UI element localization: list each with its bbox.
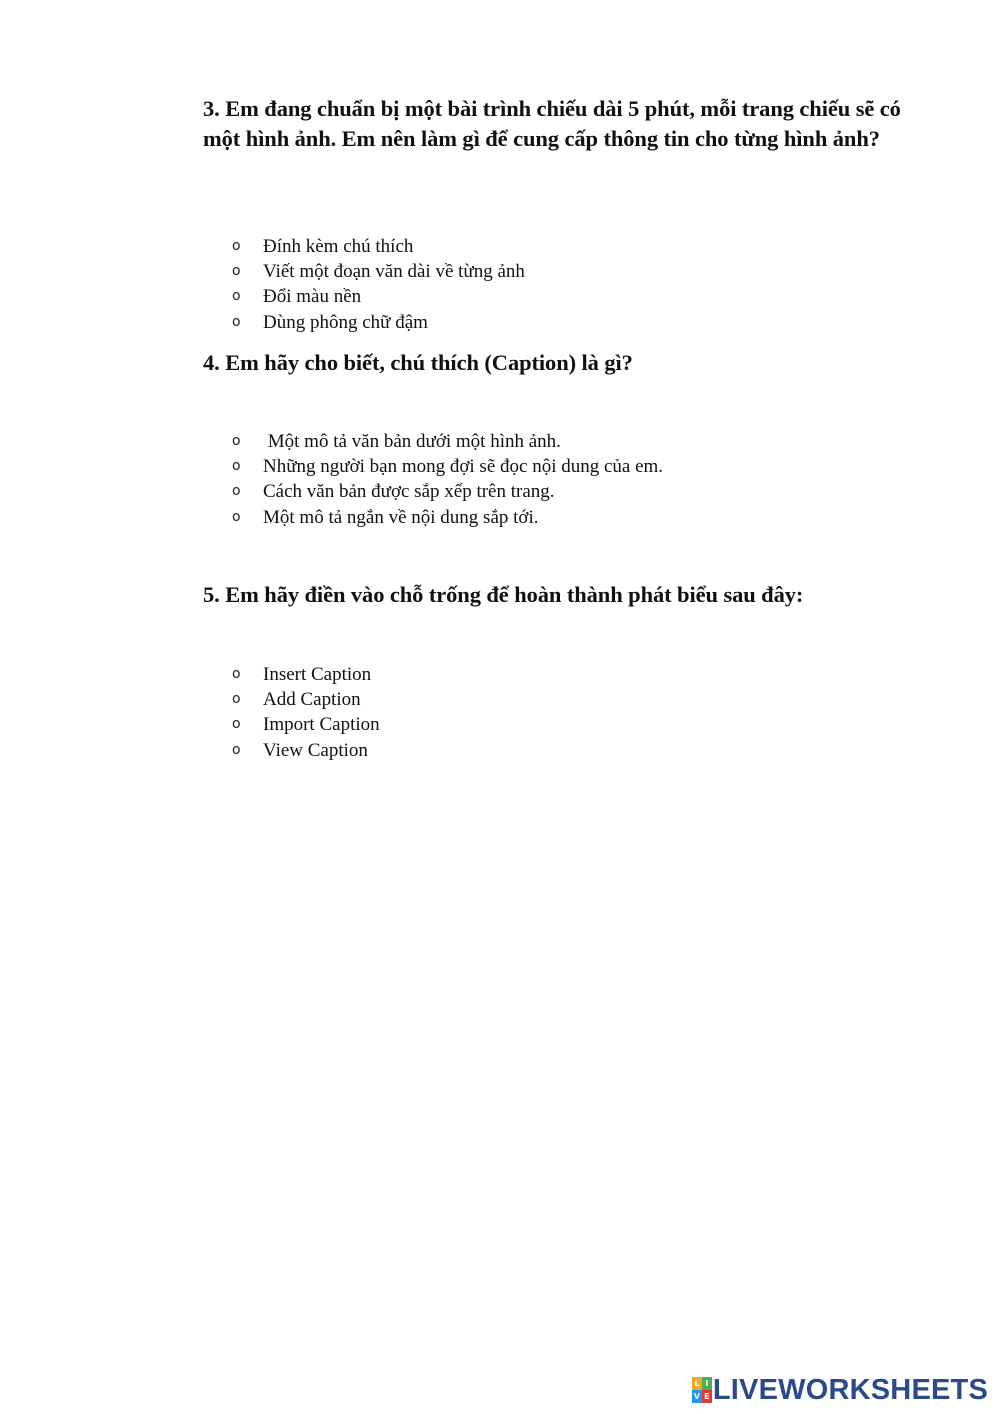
question-4-options bbox=[232, 429, 663, 530]
bullet-icon: o bbox=[232, 458, 241, 475]
option-label: Một mô tả ngắn về nội dung sắp tới. bbox=[263, 506, 539, 528]
bullet-icon: o bbox=[232, 716, 241, 733]
bullet-icon: o bbox=[232, 691, 241, 708]
option-item[interactable] bbox=[232, 712, 380, 737]
bullet-icon: o bbox=[232, 288, 241, 305]
option-item[interactable] bbox=[232, 310, 525, 335]
option-label: Viết một đoạn văn dài về từng ảnh bbox=[263, 261, 525, 283]
bullet-icon: o bbox=[232, 508, 241, 525]
question-3-options bbox=[232, 234, 525, 335]
logo-mark-cell: L bbox=[692, 1377, 702, 1390]
option-item[interactable] bbox=[232, 687, 380, 712]
option-label: Import Caption bbox=[263, 714, 380, 736]
liveworksheets-logo-icon bbox=[692, 1377, 712, 1403]
question-5-text: 5. Em hãy điền vào chỗ trống để hoàn thành phát biểu sau đây: bbox=[203, 582, 804, 607]
logo-mark-cell: V bbox=[693, 1392, 700, 1401]
option-label: Đổi màu nền bbox=[263, 286, 362, 308]
question-4-text: 4. Em hãy cho biết, chú thích (Caption) là gì? bbox=[203, 350, 633, 375]
bullet-icon: o bbox=[232, 433, 241, 449]
bullet-icon: o bbox=[232, 741, 241, 758]
logo-mark-cell: E bbox=[702, 1390, 712, 1403]
option-label: Một mô tả văn bản dưới một hình ảnh. bbox=[263, 431, 561, 452]
option-item[interactable] bbox=[232, 234, 525, 259]
option-item[interactable] bbox=[232, 284, 525, 309]
option-label: Add Caption bbox=[263, 689, 361, 711]
option-label: View Caption bbox=[263, 739, 368, 761]
option-label: Đính kèm chú thích bbox=[263, 236, 414, 257]
option-item[interactable] bbox=[232, 479, 663, 504]
logo-mark-cell: I bbox=[702, 1377, 712, 1390]
option-item[interactable] bbox=[232, 429, 663, 454]
bullet-icon: o bbox=[232, 313, 241, 330]
bullet-icon: o bbox=[232, 238, 241, 254]
option-item[interactable] bbox=[232, 454, 663, 479]
bullet-icon: o bbox=[232, 666, 241, 682]
option-label: Những người bạn mong đợi sẽ đọc nội dung của em. bbox=[263, 456, 664, 478]
option-label: Cách văn bản được sắp xếp trên trang. bbox=[263, 481, 555, 503]
option-item[interactable] bbox=[232, 738, 380, 763]
liveworksheets-logo bbox=[692, 1372, 988, 1408]
option-item[interactable] bbox=[232, 662, 380, 687]
bullet-icon: o bbox=[232, 483, 241, 500]
bullet-icon: o bbox=[232, 263, 241, 280]
option-item[interactable] bbox=[232, 505, 663, 530]
question-3-text: 3. Em đang chuẩn bị một bài trình chiếu dài 5 phút, mỗi trang chiếu sẽ có một hình ảnh. Em nên làm gì để cung cấp thông tin cho từng hình ảnh? bbox=[203, 96, 901, 151]
liveworksheets-logo-text: LIVEWORKSHEETS bbox=[712, 1373, 988, 1406]
question-5-options bbox=[232, 662, 380, 763]
option-item[interactable] bbox=[232, 259, 525, 284]
option-label: Insert Caption bbox=[263, 664, 372, 685]
option-label: Dùng phông chữ đậm bbox=[263, 311, 428, 333]
